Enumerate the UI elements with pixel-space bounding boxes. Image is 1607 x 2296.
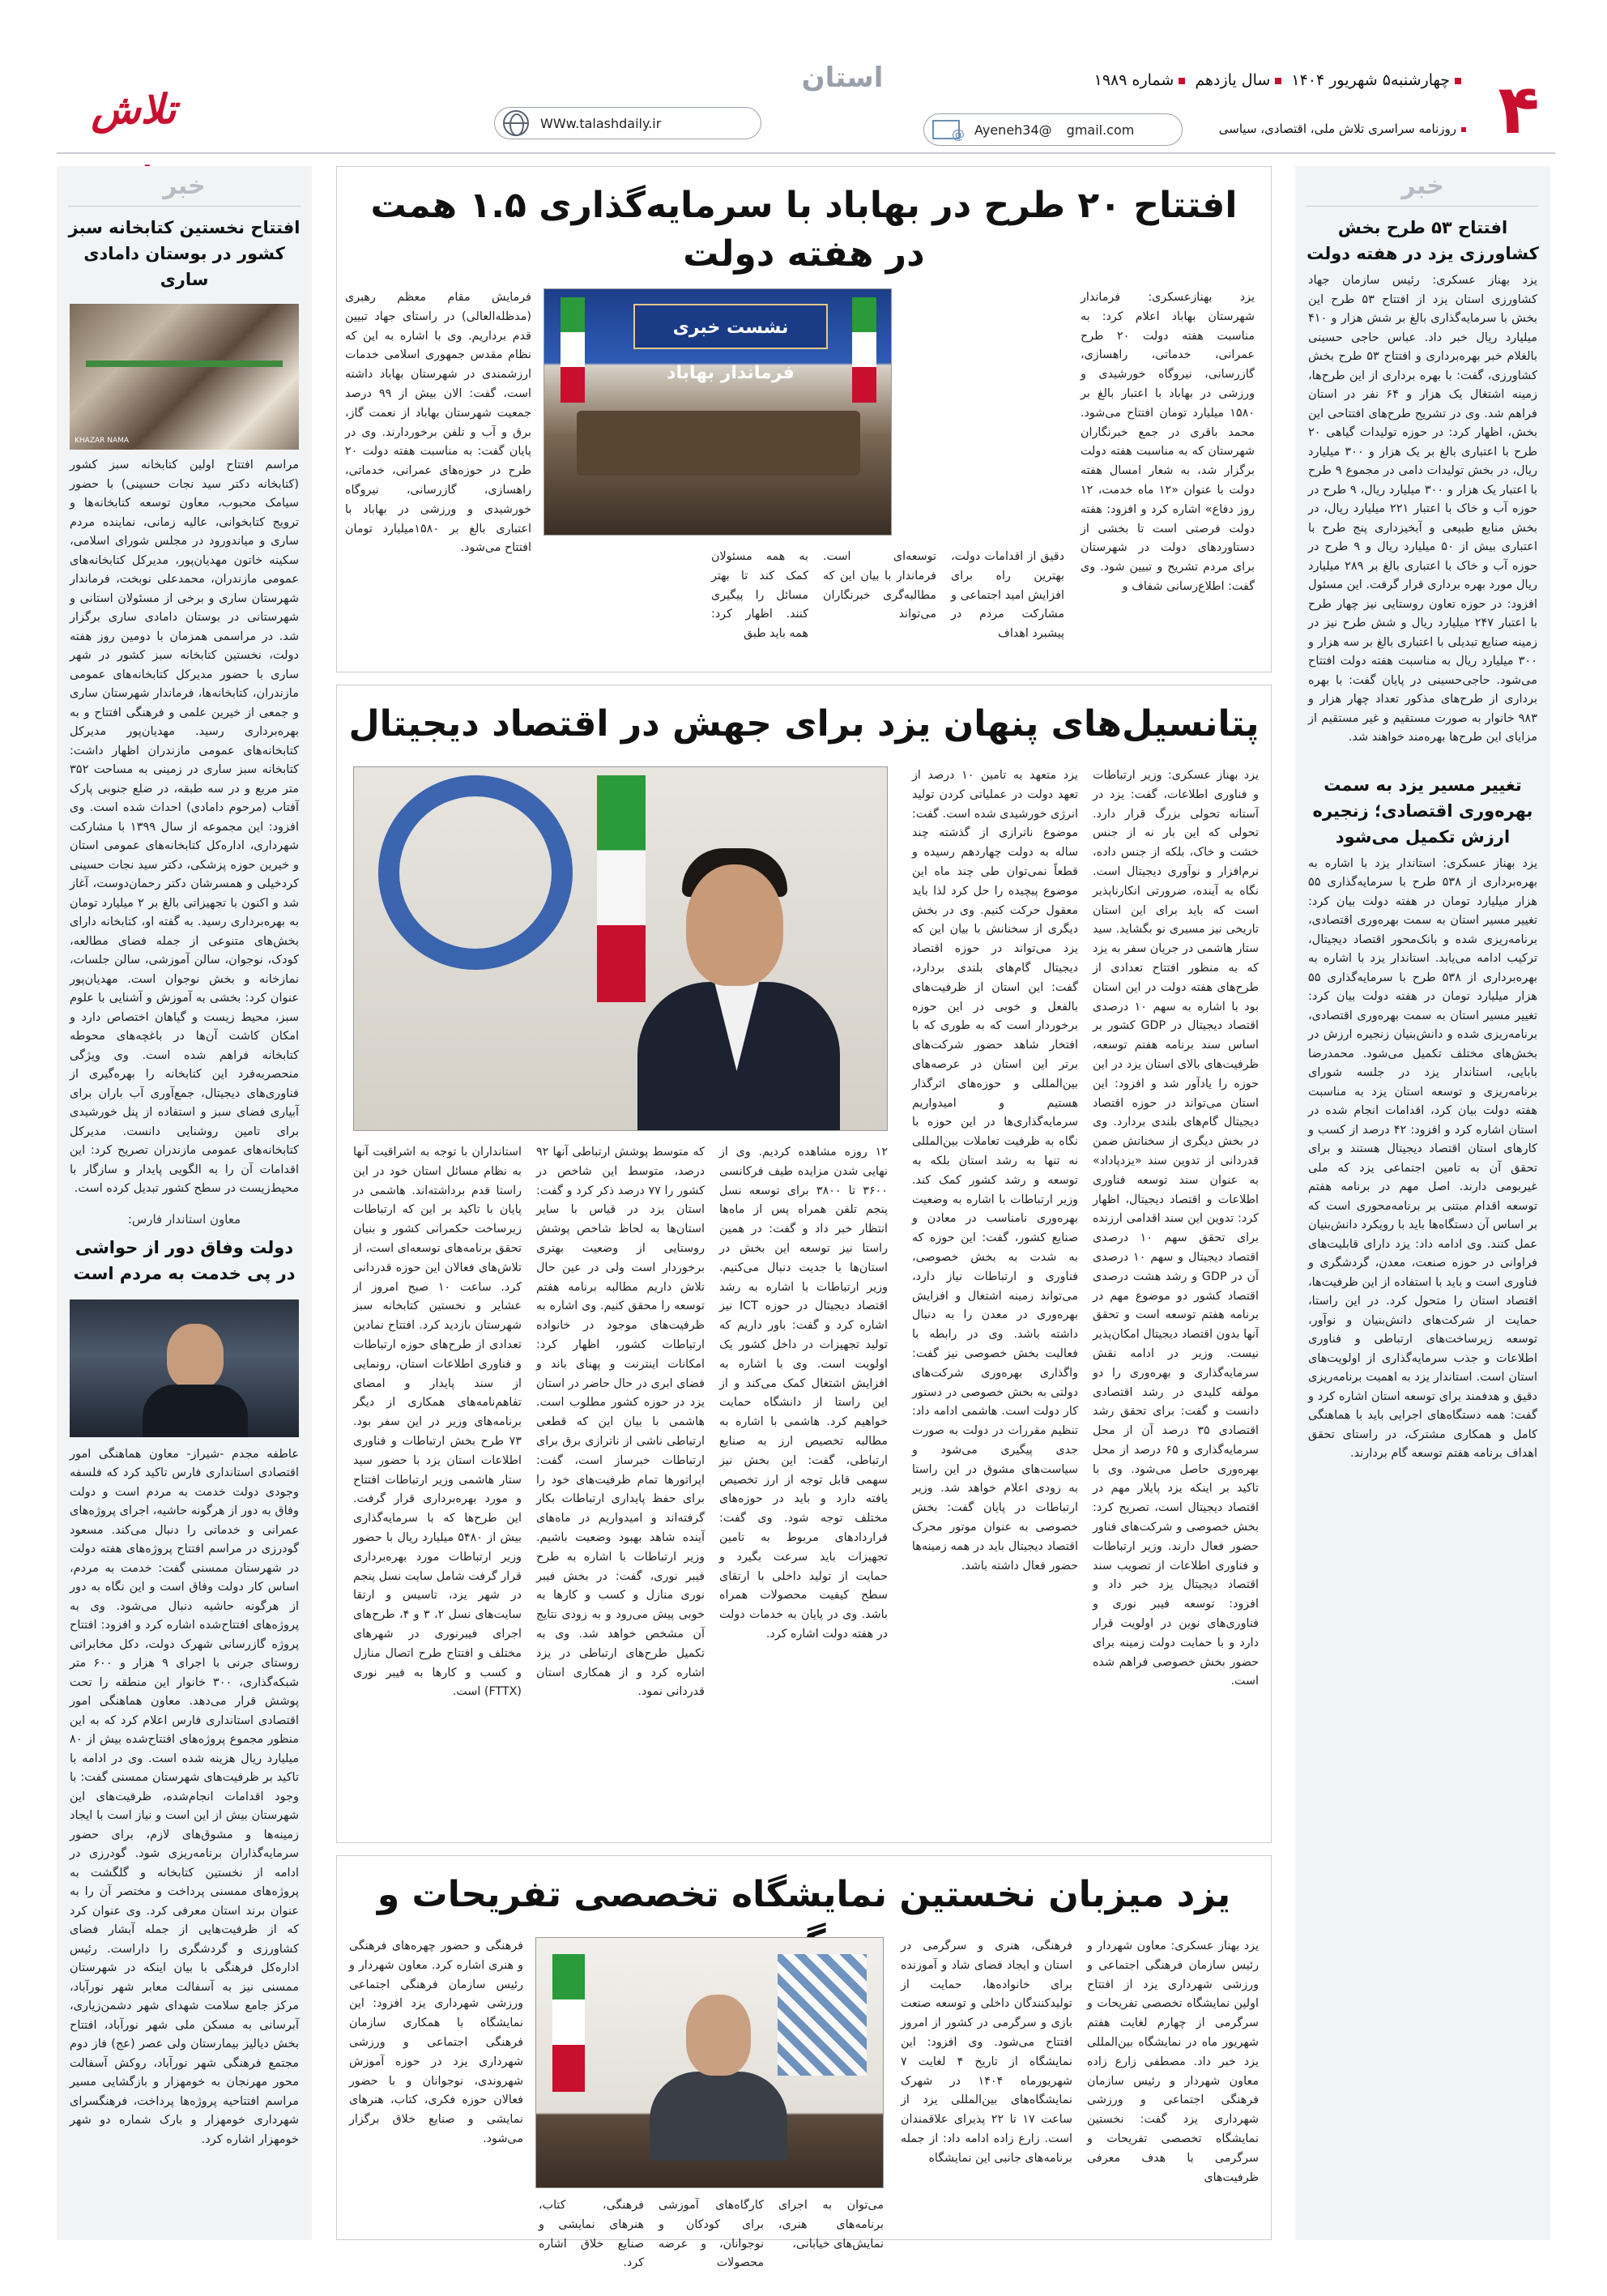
kicker: معاون استاندار فارس: (127, 1211, 241, 1227)
email-icon (932, 120, 960, 139)
article-headline: افتتاح ۲۰ طرح در بهاباد با سرمایه‌گذاری ۱.۵ همت در هفته دولت (370, 185, 1238, 275)
article-column: یزد بهناز عسکری: معاون شهردار و رئیس سازمان فرهنگی اجتماعی و ورزشی شهرداری یزد از افتتاح اولین نمایشگاه تخصصی تفریحات و سرگرمی از چهارم لغایت هفتم شهریور ماه در نمایشگاه بین‌المللی یزد خبر داد. مصطفی زارع زاده معاون شهردار و رئیس سازمان فرهنگی اجتماعی و ورزشی شهرداری یزد گفت: نخستین نمایشگاه تخصصی تفریحات و سرگرمی با هدف معرفی ظرفیت‌های (1087, 1940, 1259, 2184)
story-body: یزد بهناز عسکری: رئیس سازمان جهاد کشاورزی استان یزد از افتتاح ۵۳ طرح این بخش با سرمایه‌گذاری بالغ بر شش هزار و ۴۱۰ میلیارد ریال خبر داد. عباس حاجی حسینی بالغلام خبر بهره‌برداری و افتتاح ۵۳ طرح بخش کشاورزی، گفت: با بهره برداری از این طرح‌ها، زمینه اشتغال یک هزار و ۶۴ نفر در استان فراهم شد. وی در تشریح طرح‌های افتتاحی این بخش، اظهار کرد: در حوزه تولیدات گیاهی ۲۰ طرح با اعتباری بالغ بر یک هزار و ۳۰۰ میلیارد ریال، در بخش تولیدات دامی در مجموع ۹ طرح با اعتبار یک هزار و ۳۰۰ میلیارد ریال، ۹ طرح در حوزه آب و خاک با اعتبار ۲۲۱ میلیارد ریال، در بخش منابع طبیعی و آبخیزداری پنج طرح با اعتباری بیش از ۵۰ میلیارد ریال و ۹ طرح در حوزه آب و خاک با اعتباری بالغ بر ۲۸۹ میلیارد ریال مورد بهره برداری قرار گرفت. این مسئول افزود: در حوزه تعاون روستایی نیز چهار طرح با اعتبار ۲۴۷ میلیارد ریال و شش طرح نیز در زمینه صنایع تبدیلی با اعتباری بالغ بر سه هزار و ۳۰۰ میلیارد ریال به مناسبت هفته دولت افتتاح می‌شود. حاجی‌حسینی در پایان گفت: با بهره برداری از طرح‌های مذکور تعداد چهار هزار و ۹۸۳ خانوار به صورت مستقیم و غیر مستقیم از مزایای این طرح‌ها بهره‌مند خواهند شد. (1307, 274, 1538, 744)
right-news-column (1295, 166, 1550, 2240)
ribbon-cutting-photo (70, 304, 299, 450)
article-column: به همه مسئولان کمک کند تا بهتر مسائل را پیگیری کنند. اظهار کرد: همه باید طبق (711, 550, 808, 641)
photo-credit: KHAZAR NAMA (75, 437, 130, 445)
story-body: عاطفه مجدم -شیراز- معاون هماهنگی امور اقتصادی استانداری فارس تاکید کرد که فلسفه وجودی دولت خدمت به مردم است و دولت وفاق به دور از هرگونه حاشیه، اجرای پروژه‌های عمرانی و خدماتی را دنبال می‌کند. مسعود گودرزی در مراسم افتتاح پروژه‌های هفته دولت در شهرستان ممسنی گفت: خدمت به مردم، اساس کار دولت وفاق است و این نگاه به دور از هرگونه حاشیه دنبال می‌شود. وی به پروژه‌های افتتاح‌شده اشاره کرد و افزود: افتتاح پروژه گازرسانی شهرک دولت، دکل مخابراتی روستای جرنی با اجرای ۹ هزار و ۶۰۰ متر شبکه‌گذاری، ۳۰۰ خانوار این منطقه را تحت پوشش قرار می‌دهد. معاون هماهنگی امور اقتصادی استانداری فارس اعلام کرد که به این منظور مجموع پروژه‌های افتتاح‌شده بیش از ۸۰ میلیارد ریال هزینه شده است. وی در ادامه با تاکید بر ظرفیت‌های شهرستان ممسنی گفت: با وجود اقدامات انجام‌شده، ظرفیت‌های این شهرستان بیش از این است و نیاز است با ایجاد زمینه‌ها و مشوق‌های لازم، برای حضور سرمایه‌گذاران برنامه‌ریزی شود. گودرزی در ادامه از نخستین کتابخانه و گلگشت به پروژه‌های ممسنی پرداخت و مختصر آن را به عنوان برند استان معرفی کرد. وی عنوان کرد که از ظرفیت‌هایی از جمله آبشار فضای کشاورزی و گردشگری را داراست. رئیس اداره‌کل فرهنگی با بیان اینکه در شهرستان ممسنی نیز به آسفالت معابر شهر نورآباد، مرکز جامع سلامت شهدای شهر دشمن‌زیاری، آبرسانی به مسکن ملی شهر نورآباد، افتتاح بخش دیالیز بیمارستان ولی عصر (عج) فاز دوم مجتمع فرهنگی شهر نورآباد، روکش آسفالت محور مهرنجان به خومهزار و بازگشایی مسیر مراسم افتتاحیه پروژه‌ها پرداخت، فرهنگسرای شهرداری خومهزار و بارک شماره دو شهر خومهزار اشاره کرد. (70, 1447, 299, 2146)
left-news-column (57, 166, 312, 2240)
headline: افتتاح نخستین کتابخانه سبز کشور در بوستان دامادی ساری (68, 218, 301, 289)
email-domain: gmail.com (1066, 122, 1135, 138)
masthead (57, 57, 1555, 154)
article-column: استانداران با توجه به اشراقیت آنها به نظام مسائل استان خود در این راستا قدم برداشته‌اند. هاشمی در پایان با تاکید بر این که ارتباطات زیرساخت حکمرانی کشور و بنیان تحقق برنامه‌های توسعه‌ای است، از تلاش‌های فعالان این حوزه قدردانی کرد. ساعت ۱۰ صبح امروز از عشایر و نخستین کتابخانه سبز شهرستان بازدید کرد. افتتاح نمادین تعدادی از طرح‌های حوزه ارتباطات و فناوری اطلاعات استان، رونمایی از سند پایدار و امضای تفاهم‌نامه‌های همکاری از دیگر برنامه‌های وزیر در این سفر بود. ۷۳ طرح بخش ارتباطات و فناوری اطلاعات استان یزد با حضور سید ستار هاشمی وزیر ارتباطات افتتاح و مورد بهره‌برداری قرار گرفت. این طرح‌ها که با سرمایه‌گذاری بیش از ۵۴۸۰ میلیارد ریال با حضور وزیر ارتباطات مورد بهره‌برداری قرار گرفت شامل سایت نسل پنجم در شهر یزد، تاسیس و ارتقا سایت‌های نسل ۲، ۳ و ۴، طرح‌های اجرای فیبرنوری در شهرهای مختلف و افتتاح طرح اتصال منازل و کسب و کارها به فیبر نوری (FTTX) است. (353, 1146, 522, 1699)
newspaper-subtitle (1219, 122, 1466, 136)
story-body: یزد بهناز عسکری: استاندار یزد با اشاره به بهره‌برداری از ۵۳۸ طرح با سرمایه‌گذاری ۵۵ هزار میلیارد تومان در هفته دولت بیان کرد: تغییر مسیر استان به سمت بهره‌وری اقتصادی، برنامه‌ریزی شده و بانک‌محور اقتصاد دیجیتال، ترکیب ادامه می‌یابد. استاندار یزد با اشاره به بهره‌برداری از ۵۳۸ طرح با سرمایه‌گذاری ۵۵ هزار میلیارد تومان در هفته دولت بیان کرد: تغییر مسیر استان به سمت بهره‌وری اقتصادی، برنامه‌ریزی شده و دانش‌بنیان زنجیره ارزش در بخش‌های مختلف تکمیل می‌شود. محمدرضا بابایی، استاندار یزد در جلسه شورای برنامه‌ریزی و توسعه استان یزد به مناسبت هفته دولت بیان کرد، اقدامات انجام شده در استان اشاره کرد و افزود: ۴۲ درصد از کسب و کارهای استان اقتصاد دیجیتال هستند و برای تحقق آن به تامین اجتماعی یزد که ملی غیربومی دارند. اصل مهم در برنامه هفتم توسعه اقدام مبتنی بر برنامه‌محوری است که بر اساس آن دستگاه‌ها باید با رویکرد دانش‌بنیان عمل کنند. وی ادامه داد: یزد دارای قابلیت‌های فراوانی در حوزه صنعت، معدن، گردشگری و فناوری است و باید با استفاده از این ظرفیت‌ها، اقتصاد استان را متحول کرد. در این راستا، حمایت از شرکت‌های دانش‌بنیان و نوآور، توسعه زیرساخت‌های ارتباطی و فناوری اطلاعات و جذب سرمایه‌گذاری از اولویت‌های استان است. استاندار یزد به اهمیت برنامه‌ریزی دقیق و هدفمند برای توسعه استان اشاره کرد و گفت: همه دستگاه‌های اجرایی باید با هماهنگی کامل و همکاری مشترک، در راستای تحقق اهداف برنامه هفتم توسعه گام بردارند. (1308, 856, 1537, 1460)
website-url[interactable]: WWw.talashdaily.ir (540, 115, 662, 131)
article-bahabad (336, 166, 1272, 672)
article-column: فرمایش مقام معظم رهبری (مدظله‌العالی) در راستای جهاد تبیین قدم برداریم. وی با اشاره به این که نظام مقدس جمهوری اسلامی خدمات ارزشمندی در شهرستان بهاباد داشته است، گفت: الان بیش از ۹۹ درصد جمعیت شهرستان بهاباد از نعمت گاز، برق و آب و تلفن برخوردارند. وی در پایان گفت: به مناسبت هفته دولت ۲۰ طرح در حوزه‌های عمرانی، خدماتی، راهسازی، گازرسانی، نیروگاه خورشیدی و ورزشی در بهاباد با اعتباری بالغ بر ۱۵۸۰میلیارد تومان افتتاح می‌شود. (345, 291, 531, 555)
page-number: ۴ (1498, 70, 1540, 149)
section-name: استان (801, 62, 884, 94)
official-portrait (70, 1300, 299, 1437)
article-column: یزد بهنازعسکری: فرماندار شهرستان بهاباد اعلام کرد: به مناسبت هفته دولت ۲۰ طرح عمرانی، خدماتی، راهسازی، گازرسانی، نیروگاه خورشیدی و ورزشی در بهاباد با اعتبار بالغ بر ۱۵۸۰ میلیارد تومان افتتاح می‌شود. محمد باقری در جمع خبرنگاران شهرستان که به مناسبت هفته دولت برگزار شد، به شعار امسال هفته دولت با عنوان «۱۲ ماه خدمت، ۱۲ روز دفاع» اشاره کرد و افزود: هفته دولت فرصتی است تا بخشی از دستاوردهای دولت در شهرستان برای مردم تشریح و تبیین شود. وی گفت: اطلاع‌رسانی شفاف و (1081, 291, 1255, 593)
article-column: کارگاه‌های آموزشی برای کودکان و نوجوانان، و عرضه محصولات (659, 2199, 764, 2270)
article-column: فرهنگی، کتاب، هنرهای نمایشی و صنایع خلاق اشاره کرد. (539, 2199, 644, 2270)
article-column: فرهنگی، هنری و سرگرمی در استان و ایجاد فضای شاد و آموزنده برای خانواده‌ها، حمایت از تولیدکنندگان داخلی و توسعه صنعت بازی و سرگرمی در کشور از امروز افتتاح می‌شود. وی افزود: این نمایشگاه از تاریخ ۴ لغایت ۷ شهریورماه ۱۴۰۴ در شهرک نمایشگاه‌های بین‌المللی یزد از ساعت ۱۷ تا ۲۲ پذیرای علاقمندان است. زارع زاده ادامه داد: از جمله برنامه‌های جانبی این نمایشگاه (901, 1940, 1072, 2165)
headline: افتتاح ۵۳ طرح بخش کشاورزی یزد در هفته دولت (1306, 218, 1539, 263)
section-label: خبر (68, 166, 301, 207)
photo-banner: نشست خبری فرماندار بهاباد (633, 304, 828, 349)
issue-number: شماره ۱۹۸۹ (1093, 71, 1174, 89)
article-column: یزد بهناز عسکری: وزیر ارتباطات و فناوری اطلاعات، گفت: یزد در آستانه تحولی بزرگ قرار دارد. تحولی که این بار نه از جنس خشت و خاک، بلکه از جنس داده، نرم‌افزار و نوآوری دیجیتال است. نگاه به آینده، ضرورتی انکارناپذیر است که باید برای این استان تاریخی نیز مسیری نو بگشاید. سید ستار هاشمی در جریان سفر به یزد که به منظور افتتاح تعدادی از طرح‌های هفته دولت در این استان بود با اشاره به سهم ۱۰ درصدی اقتصاد دیجیتال در GDP کشور بر اساس سند برنامه هفتم توسعه، ظرفیت‌های بالای استان یزد در این حوزه را یادآور شد و افزود: این استان می‌تواند در حوزه اقتصاد دیجیتال گام‌های بلندی بردارد. وی در بخش دیگری از سخنانش ضمن قدردانی از تدوین سند «یزدپاداد» به عنوان سند توسعه فناوری اطلاعات و اقتصاد دیجیتال، اظهار کرد: تدوین این سند اقدامی ارزنده برای تحقق سهم ۱۰ درصدی اقتصاد دیجیتال و سهم ۱۰ درصدی آن در GDP و رشد هشت درصدی اقتصاد کشور دو موضوع مهم در برنامه هفتم توسعه است و تحقق آنها بدون اقتصاد دیجیتال امکان‌پذیر نیست. وزیر در ادامه نقش سرمایه‌گذاری و بهره‌وری را دو مولفه کلیدی در رشد اقتصادی دانست و گفت: برای تحقق رشد اقتصادی ۳۵ درصد آن از محل سرمایه‌گذاری و ۶۵ درصد از محل بهره‌وری حاصل می‌شود. وی با تاکید بر اینکه یزد پایلار مهم در اقتصاد دیجیتال است، تصریح کرد: بخش خصوصی و شرکت‌های فناور حضور فعال دارند. وزیر ارتباطات و فناوری اطلاعات از تصویب سند اقتصاد دیجیتال یزد خبر داد و افزود: توسعه فیبر نوری و فناوری‌های نوین در اولویت قرار دارد و با حمایت دولت زمینه برای حضور بخش خصوصی فراهم شده است. (1093, 769, 1259, 1688)
article-column: می‌توان به اجرای برنامه‌های هنری، نمایش‌های خیابانی، (778, 2199, 884, 2251)
globe-icon (503, 110, 529, 136)
article-column: ۱۲ روزه مشاهده کردیم. وی از نهایی شدن مزایده طیف فرکانسی ۳۶۰۰ تا ۳۸۰۰ برای توسعه نسل پنجم تلفن همراه پس از ماه‌ها انتظار خبر داد و گفت: در همین راستا نیز توسعه این بخش در استان‌ها با جدیت دنبال می‌کنیم. وزیر ارتباطات با اشاره به رشد اقتصاد دیجیتال در حوزه ICT نیز اشاره کرد و گفت: باور داریم که تولید تجهیزات در داخل کشور یک اولویت است. وی با اشاره به افزایش اشتغال کمک می‌کند و از این راستا از دانشگاه حمایت خواهیم کرد. هاشمی با اشاره به مطالبه تخصیص ارز به صنایع ارتباطی، گفت: این بخش نیز سهمی قابل توجه از ارز تخصیص یافته دارد و باید در حوزه‌های مختلف توجه شود. وی گفت: قراردادهای مربوط به تامین تجهیزات باید سرعت بگیرد و حمایت از تولید داخلی با ارتقای سطح کیفیت محصولات همراه باشد. وی در پایان به خدمات دولت در هفته دولت اشاره کرد. (719, 1146, 888, 1641)
website-contact[interactable] (494, 107, 761, 139)
press-conference-photo (543, 288, 892, 536)
article-column: دقیق از اقدامات دولت، بهترین راه برای افزایش امید اجتماعی و مشارکت مردم در پیشبرد اهداف (951, 550, 1064, 641)
headline: دولت وفاق دور از حواشی در پی خدمت به مردم است (73, 1237, 296, 1283)
section-label: خبر (1306, 166, 1539, 207)
deputy-mayor-photo (535, 1937, 884, 2188)
article-headline: یزد میزبان نخستین نمایشگاه تخصصی تفریحات و (377, 1874, 1231, 1915)
subtitle-text: روزنامه سراسری تلاش ملی، اقتصادی، سیاسی (1218, 122, 1456, 136)
newspaper-logo: تلاش (91, 85, 177, 133)
email-contact[interactable] (923, 113, 1183, 146)
article-entertainment-expo (336, 1855, 1272, 2270)
volume: سال یازدهم (1195, 71, 1271, 89)
article-column: فرهنگی و حضور چهره‌های فرهنگی و هنری اشاره کرد. معاون شهردار و رئیس سازمان فرهنگی اجتماعی ورزشی شهرداری یزد افزود: این نمایشگاه با همکاری سازمان فرهنگی اجتماعی و ورزشی شهرداری یزد در حوزه آموزش شهروندی، نوجوانان و با حضور فعالان حوزه فکری، کتاب، هنرهای نمایشی و صنایع خلاق برگزار می‌شود. (349, 1940, 523, 2145)
issue-line (1094, 71, 1466, 89)
article-column: توسعه‌ای است. فرماندار با بیان این که مطالبه‌گری خبرنگاران می‌تواند (823, 550, 936, 621)
story-body: مراسم افتتاح اولین کتابخانه سبز کشور (کتابخانه دکتر سید نجات حسینی) با حضور سیامک محبوب، معاون توسعه کتابخانه‌ها و ترویج کتابخوانی، عالیه زمانی، نماینده مردم ساری و میاندورود در مجلس شورای اسلامی، سکینه خاتون مهدیان‌پور، مدیرکل کتابخانه‌های عمومی مازندران، محمدعلی نوبخت، فرماندار شهرستان ساری و برخی از مسئولان استانی و شهرستانی در بوستان دامادی ساری برگزار شد. در مراسمی همزمان با دومین روز هفته دولت، نخستین کتابخانه سبز کشور در شهر ساری با حضور مدیرکل کتابخانه‌های عمومی مازندران، کتابخانه‌ها، فرماندار شهرستان ساری و جمعی از خیرین علمی و فرهنگی افتتاح و به بهره‌برداری رسید. مهدیان‌پور مدیرکل کتابخانه‌های عمومی مازندران اظهار داشت: کتابخانه سبز ساری در زمینی به مساحت ۳۵۲ متر مربع و در سه طبقه، در ضلع جنوبی پارک آفتاب (مرحوم دامادی) احداث شده است. وی افزود: این مجموعه از سال ۱۳۹۹ با مشارکت شهرداری، اداره‌کل کتابخانه‌های عمومی استان و خیرین حوزه پزشکی، دکتر سید نجات حسینی کردخیلی و همسرشان دکتر رحمان‌دوست، آغاز شد و اکنون با تجهیزاتی بالغ بر ۲ میلیارد تومان به بهره‌برداری رسید. به گفته او، کتابخانه دارای بخش‌های متنوعی از جمله فضای مطالعه، کودک، نوجوان، سالن آموزشی، سالن جلسات، نمازخانه و بخش نوجوان است. مهدیان‌پور عنوان کرد: بخشی به آموزش و آشنایی با علوم سبز، محیط زیست و گیاهان اختصاص دارد و امکان کاشت آن‌ها در باغچه‌های محوطه کتابخانه فراهم شده است. وی ویژگی منحصربه‌فرد این کتابخانه را بهره‌گیری از فناوری‌های دیجیتال، جمع‌آوری آب باران برای آبیاری فضای سبز و استفاده از پنل خورشیدی برای تامین روشنایی دانست. مدیرکل کتابخانه‌های عمومی مازندران تصریح کرد: این اقدامات آن را به الگویی پایدار و سازگار با محیط‌زیست در سطح کشور تبدیل کرده است. (70, 459, 299, 1195)
article-headline: پتانسیل‌های پنهان یزد برای جهش در اقتصاد دیجیتال (348, 703, 1260, 745)
minister-portrait-photo (353, 766, 888, 1131)
article-column: یزد متعهد به تامین ۱۰ درصد از تعهد دولت در عملیاتی کردن تولید انرژی خورشیدی شده است. گفت: موضوع ناترازی از گذشته چند ساله به دولت چهاردهم رسیده و قطعاً نمی‌توان طی چند ماه این موضوع پیچیده را حل کرد لذا باید معقول حرکت کنیم. وی در بخش دیگری از سخنانش با بیان این که یزد می‌تواند در حوزه اقتصاد دیجیتال گام‌های بلندی بردارد، گفت: این استان از ظرفیت‌های بالفعل و خوبی در این حوزه برخوردار است که به طوری که با افتخار شاهد حضور شرکت‌های برتر این استان در عرصه‌های بین‌المللی و حوزه‌های اثرگذار هستیم و امیدواریم سرمایه‌گذاری‌ها در این حوزه با نگاه به ظرفیت تعاملات بین‌المللی نه تنها به رشد استان بلکه به توسعه و رشد کشور کمک کند. وزیر ارتباطات با اشاره به وضعیت بهره‌وری نامناسب در معادن و صنایع کشور، گفت: این حوزه که به شدت به بخش خصوصی، فناوری و ارتباطات نیاز دارد، می‌تواند زمینه اشتغال و افزایش بهره‌وری در معدن را به دنبال داشته باشد. وی در رابطه با فعالیت بخش خصوصی نیز گفت: واگذاری بهره‌وری شرکت‌های دولتی به بخش خصوصی در دستور کار دولت است. هاشمی ادامه داد: تنظیم مقررات در دولت به صورت جدی پیگیری می‌شود و سیاست‌های مشوق در این راستا به زودی اعلام خواهد شد. وزیر ارتباطات در پایان گفت: بخش خصوصی به عنوان موتور محرک اقتصاد دیجیتال باید در همه زمینه‌ها حضور فعال داشته باشد. (912, 769, 1078, 1573)
article-digital-economy (336, 685, 1272, 1843)
article-column: که متوسط پوشش ارتباطی آنها ۹۲ درصد، متوسط این شاخص در کشور را ۷۷ درصد ذکر کرد و گفت: استان یزد در قیاس با سایر استان‌ها به لحاظ شاخص پوشش روستایی از وضعیت بهتری برخوردار است ولی در عین حال تلاش داریم مطالبه برنامه هفتم توسعه را محقق کنیم. وی اشاره به ظرفیت‌های موجود در خانواده ارتباطات کشور، اظهار کرد: امکانات اینترنت و پهنای باند و فضای ابری در حال حاضر در استان یزد در حوزه کشور مطلوب است. هاشمی با بیان این که قطعی ارتباطی ناشی از ناترازی برق برای ارتباطات خبرساز است، گفت: اپراتورها تمام ظرفیت‌های خود را برای حفظ پایداری ارتباطات بکار گرفته‌اند و امیدواریم در ماه‌های آینده شاهد بهبود وضعیت باشیم. وزیر ارتباطات با اشاره به طرح فیبر نوری، گفت: در بخش فیبر نوری منازل و کسب و کارها به خوبی پیش می‌رود و به زودی نتایج آن مشخص خواهد شد. وی به تکمیل طرح‌های ارتباطی در یزد اشاره کرد و از همکاری استان قدردانی نمود. (536, 1146, 705, 1699)
date-line: چهارشنبه۵ شهریور ۱۴۰۴ (1291, 71, 1450, 89)
headline: تغییر مسیر یزد به سمت بهره‌وری اقتصادی؛ زنجیره ارزش تکمیل می‌شود (1312, 775, 1533, 847)
email-user: Ayeneh34@ (974, 122, 1052, 138)
